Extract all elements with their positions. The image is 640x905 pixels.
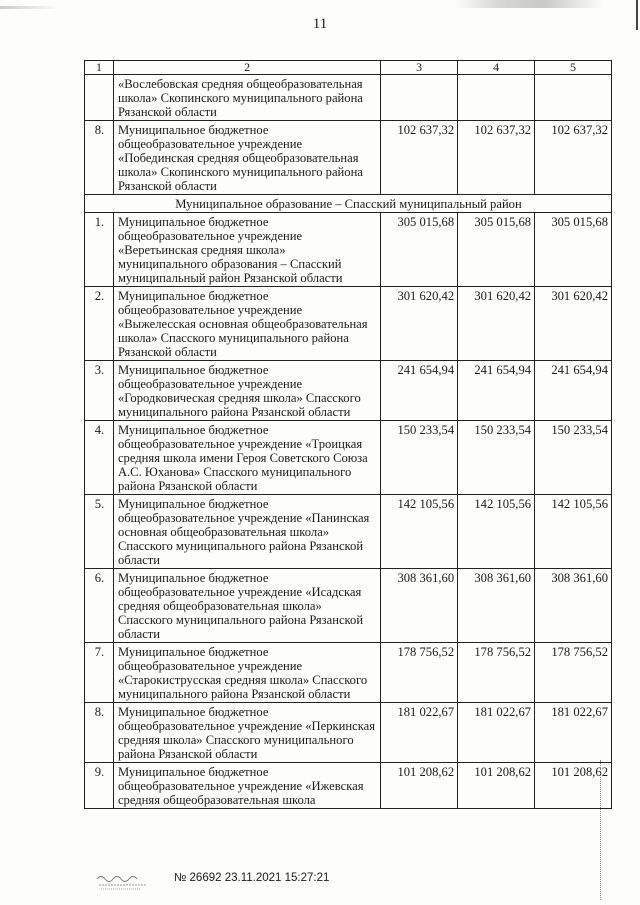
row-number: 4. (85, 421, 114, 495)
table-header-row (85, 61, 612, 75)
value-cell: 178 756,52 (458, 643, 535, 703)
table-row (85, 287, 612, 361)
value-cell: 150 233,54 (535, 421, 612, 495)
value-cell: 142 105,56 (381, 495, 458, 569)
value-cell: 301 620,42 (458, 287, 535, 361)
institution-name: Муниципальное бюджетное общеобразовательное учреждение «Выжелесская основная общеобразовательная школа» Спасского муниципального района Рязанской области (113, 287, 380, 361)
value-cell: 102 637,32 (458, 121, 535, 195)
value-cell: 308 361,60 (381, 569, 458, 643)
section-row (85, 195, 612, 213)
table-row (85, 569, 612, 643)
value-cell: 178 756,52 (535, 643, 612, 703)
value-cell: 150 233,54 (458, 421, 535, 495)
row-number: 8. (85, 703, 114, 763)
value-cell: 301 620,42 (535, 287, 612, 361)
header-cell: 1 (85, 61, 114, 75)
value-cell: 308 361,60 (535, 569, 612, 643)
row-number: 5. (85, 495, 114, 569)
value-cell: 301 620,42 (381, 287, 458, 361)
institution-name: Муниципальное бюджетное общеобразовательное учреждение «Городковическая средняя школа» Спасского муниципального района Рязанской области (113, 361, 380, 421)
value-cell: 305 015,68 (458, 213, 535, 287)
value-cell: 241 654,94 (458, 361, 535, 421)
value-cell: 101 208,62 (381, 763, 458, 809)
row-number: 9. (85, 763, 114, 809)
value-cell: 241 654,94 (535, 361, 612, 421)
table-body (85, 213, 612, 809)
section-title: Муниципальное образование – Спасский муниципальный район (85, 195, 612, 213)
value-cell: 102 637,32 (381, 121, 458, 195)
table-row (85, 421, 612, 495)
row-number: 6. (85, 569, 114, 643)
header-cell: 4 (458, 61, 535, 75)
table-row (85, 75, 612, 121)
table-row (85, 763, 612, 809)
allocation-table (84, 60, 612, 809)
institution-name: Муниципальное бюджетное общеобразовательное учреждение «Побединская средняя общеобразовательная школа» Скопинского муниципального района Рязанской области (113, 121, 380, 195)
value-cell: 101 208,62 (458, 763, 535, 809)
table-row (85, 643, 612, 703)
row-number: 8. (85, 121, 114, 195)
value-cell: 308 361,60 (458, 569, 535, 643)
registration-footer: № 26692 23.11.2021 15:27:21 (174, 872, 330, 884)
value-cell: 142 105,56 (535, 495, 612, 569)
electronic-signature-stamp (95, 870, 157, 892)
value-cell: 150 233,54 (381, 421, 458, 495)
institution-name: Муниципальное бюджетное общеобразовательное учреждение «Старокиструсская средняя школа» Спасского муниципального района Рязанской области (113, 643, 380, 703)
row-number: 1. (85, 213, 114, 287)
page-number: 11 (312, 16, 328, 32)
value-cell: 181 022,67 (458, 703, 535, 763)
value-cell: 305 015,68 (535, 213, 612, 287)
institution-name: «Вослебовская средняя общеобразовательная школа» Скопинского муниципального района Рязанской области (113, 75, 380, 121)
value-cell: 142 105,56 (458, 495, 535, 569)
row-number: 7. (85, 643, 114, 703)
value-cell: 181 022,67 (381, 703, 458, 763)
scan-artifact (0, 6, 60, 9)
scan-artifact (600, 760, 602, 900)
value-cell: 102 637,32 (535, 121, 612, 195)
institution-name: Муниципальное бюджетное общеобразовательное учреждение «Панинская основная общеобразовательная школа» Спасского муниципального района Рязанской области (113, 495, 380, 569)
value-cell (381, 75, 458, 121)
header-cell: 5 (535, 61, 612, 75)
header-cell: 3 (381, 61, 458, 75)
row-number: 2. (85, 287, 114, 361)
scan-artifact (454, 0, 604, 8)
table-row (85, 495, 612, 569)
value-cell: 305 015,68 (381, 213, 458, 287)
institution-name: Муниципальное бюджетное общеобразовательное учреждение «Троицкая средняя школа имени Героя Советского Союза А.С. Юханова» Спасского муниципального района Рязанской области (113, 421, 380, 495)
table-row (85, 121, 612, 195)
value-cell: 101 208,62 (535, 763, 612, 809)
row-number (85, 75, 114, 121)
value-cell (458, 75, 535, 121)
value-cell: 178 756,52 (381, 643, 458, 703)
institution-name: Муниципальное бюджетное общеобразовательное учреждение «Исадская средняя общеобразовательная школа» Спасского муниципального района Рязанской области (113, 569, 380, 643)
table-row (85, 703, 612, 763)
value-cell (535, 75, 612, 121)
table-row (85, 213, 612, 287)
row-number: 3. (85, 361, 114, 421)
header-cell: 2 (113, 61, 380, 75)
institution-name: Муниципальное бюджетное общеобразовательное учреждение «Ижевская средняя общеобразовательная школа (113, 763, 380, 809)
value-cell: 241 654,94 (381, 361, 458, 421)
institution-name: Муниципальное бюджетное общеобразовательное учреждение «Веретьинская средняя школа» муниципального образования – Спасский муниципальный район Рязанской области (113, 213, 380, 287)
table-row (85, 361, 612, 421)
institution-name: Муниципальное бюджетное общеобразовательное учреждение «Перкинская средняя школа» Спасского муниципального района Рязанской области (113, 703, 380, 763)
value-cell: 181 022,67 (535, 703, 612, 763)
